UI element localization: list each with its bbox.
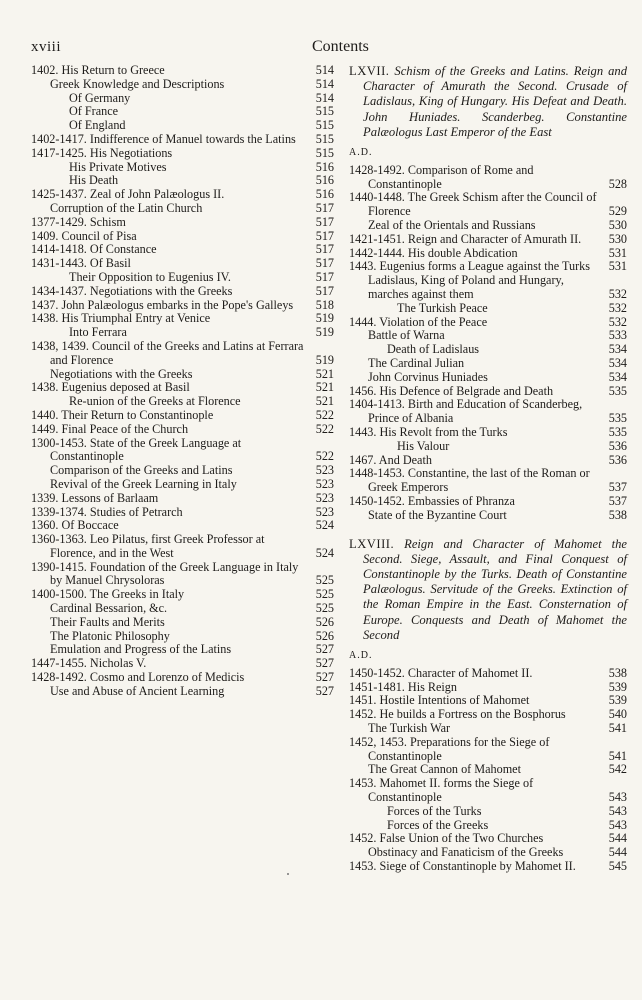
toc-entry (31, 533, 334, 561)
toc-entry-title: 1414-1418. Of Constance (31, 242, 157, 257)
toc-entry-page: 541 (608, 720, 627, 735)
toc-entry-page: 518 (315, 297, 334, 312)
toc-entry-page: 537 (608, 493, 627, 508)
toc-entry (31, 630, 334, 644)
toc-entry-page: 522 (315, 407, 334, 422)
toc-entry-title: Forces of the Turks (387, 803, 482, 818)
toc-entry-title: 1448-1453. Constantine, the last of the Roman or Greek Emperors (349, 466, 590, 495)
toc-entry (349, 302, 627, 316)
toc-entry-page: 538 (608, 507, 627, 522)
toc-entry-page: 514 (315, 63, 334, 77)
toc-entry-page: 523 (315, 476, 334, 491)
toc-entry-title: 1438. His Triumphal Entry at Venice (31, 311, 211, 326)
toc-entry-title: 1443. Eugenius forms a League against the Turks (349, 259, 591, 274)
toc-entry-title: Re-union of the Greeks at Florence (69, 394, 241, 409)
toc-entry-title: 1402. His Return to Greece (31, 63, 165, 77)
toc-entry-page: 524 (315, 518, 334, 533)
toc-entry (31, 464, 334, 478)
toc-entry (349, 777, 627, 805)
chapter-heading-68 (349, 537, 627, 643)
toc-entry (31, 230, 334, 244)
toc-entry (349, 708, 627, 722)
toc-entry-title: 1453. Mahomet II. forms the Siege of Constantinople (349, 776, 534, 804)
toc-entry (31, 423, 334, 437)
toc-entry-page: 528 (608, 176, 627, 191)
toc-entry-page: 524 (315, 545, 334, 560)
toc-entry-page: 523 (315, 463, 334, 478)
toc-entry-title: 1404-1413. Birth and Education of Scanderbeg, Prince of Albania (349, 397, 583, 426)
toc-entry-title: 1453. Siege of Constantinople by Mahomet II. (349, 858, 576, 873)
toc-entry (349, 819, 627, 833)
toc-entry-page: 539 (608, 693, 627, 708)
toc-entry-title: 1443. His Revolt from the Turks (349, 424, 508, 439)
toc-entry-title: 1409. Council of Pisa (31, 228, 137, 243)
toc-entry (31, 257, 334, 271)
toc-entry (31, 506, 334, 520)
toc-entry (349, 219, 627, 233)
toc-entry-title: 1447-1455. Nicholas V. (31, 656, 147, 671)
toc-entry-page: 543 (608, 789, 627, 804)
toc-entry-title: 1438, 1439. Council of the Greeks and Latins at Ferrara and Florence (31, 338, 304, 367)
left-column (31, 64, 334, 699)
toc-entry-page: 530 (608, 218, 627, 232)
toc-entry-page: 532 (608, 314, 627, 329)
toc-entry (31, 478, 334, 492)
toc-entry (31, 174, 334, 188)
toc-entry-page: 517 (315, 269, 334, 284)
toc-entry (31, 78, 334, 92)
toc-entry-page: 522 (315, 449, 334, 464)
toc-entry-page: 534 (608, 369, 627, 384)
toc-entry-page: 521 (315, 366, 334, 381)
toc-entry (31, 119, 334, 133)
toc-entry (349, 681, 627, 695)
toc-entry-page: 517 (315, 200, 334, 215)
toc-entry (31, 133, 334, 147)
toc-entry-title: 1452, 1453. Preparations for the Siege of Constantinople (349, 734, 550, 763)
toc-entry (31, 437, 334, 465)
toc-entry-page: 515 (315, 145, 334, 160)
toc-entry-page: 534 (608, 342, 627, 357)
toc-entry-page: 519 (315, 325, 334, 340)
toc-entry-title: 1449. Final Peace of the Church (31, 421, 189, 436)
toc-entry-title: 1339-1374. Studies of Petrarch (31, 504, 183, 519)
toc-entry-page: 523 (315, 504, 334, 519)
toc-entry-page: 535 (608, 424, 627, 439)
toc-entry-page: 525 (315, 601, 334, 616)
toc-entry-title: Death of Ladislaus (387, 342, 480, 357)
toc-entry (31, 561, 334, 589)
toc-entry-page: 516 (315, 159, 334, 174)
toc-entry-page: 522 (315, 421, 334, 436)
chapter-68-entries (349, 667, 627, 874)
toc-entry-title: 1467. And Death (349, 452, 432, 467)
toc-entry-title: Greek Knowledge and Descriptions (50, 76, 225, 91)
toc-entry-title: 1300-1453. State of the Greek Language at Constantinople (31, 435, 242, 464)
toc-entry (349, 467, 627, 495)
toc-entry (31, 299, 334, 313)
toc-entry-title: 1437. John Palæologus embarks in the Pope's Galleys (31, 297, 294, 312)
toc-entry (349, 260, 627, 274)
toc-entry-page: 514 (315, 90, 334, 105)
toc-entry-page: 527 (315, 683, 334, 698)
toc-entry-page: 516 (315, 187, 334, 202)
toc-entry-page: 516 (315, 173, 334, 188)
toc-entry (31, 105, 334, 119)
toc-entry (349, 274, 627, 302)
toc-entry-title: 1402-1417. Indifference of Manuel towards the Latins (31, 131, 296, 146)
toc-entry-title: Their Faults and Merits (50, 614, 165, 629)
toc-entry (349, 667, 627, 681)
toc-entry (31, 519, 334, 533)
toc-entry-page: 517 (315, 283, 334, 298)
toc-entry-page: 521 (315, 394, 334, 409)
toc-entry-title: Revival of the Greek Learning in Italy (50, 476, 237, 491)
chapter-title: Reign and Character of Mahomet the Second. Siege, Assault, and Final Conquest of Constantinople by the Turks. Death of Constantine Palæologus. Servitude of the Greeks. Extinction of the Roman Empire in the East. Consternation of Europe. Conquests and Death of Mahomet the Second (363, 536, 627, 642)
chapter-heading-67 (349, 64, 627, 140)
toc-entry-title: Battle of Warna (368, 328, 445, 343)
running-head: Contents (312, 38, 369, 55)
toc-entry (349, 694, 627, 708)
toc-entry (349, 722, 627, 736)
toc-entry-title: The Cardinal Julian (368, 355, 465, 370)
toc-entry (31, 602, 334, 616)
toc-entry-title: 1360. Of Boccace (31, 518, 119, 533)
toc-entry (349, 398, 627, 426)
toc-entry-title: Their Opposition to Eugenius IV. (69, 269, 231, 284)
toc-entry (349, 426, 627, 440)
toc-entry-page: 545 (608, 858, 627, 873)
toc-entry (31, 92, 334, 106)
toc-entry-page: 517 (315, 242, 334, 257)
ad-label: A.D. (349, 649, 373, 661)
toc-entry-page: 543 (608, 817, 627, 832)
toc-entry (31, 368, 334, 382)
toc-entry-title: His Death (69, 173, 119, 188)
toc-entry (349, 247, 627, 261)
toc-entry-title: Comparison of the Greeks and Latins (50, 463, 233, 478)
toc-entry (349, 846, 627, 860)
toc-entry-page: 527 (315, 642, 334, 657)
toc-entry-page: 536 (608, 452, 627, 467)
toc-entry-page: 530 (608, 231, 627, 246)
toc-entry (31, 657, 334, 671)
toc-entry (31, 216, 334, 230)
toc-entry (349, 357, 627, 371)
toc-entry-page: 537 (608, 480, 627, 495)
toc-entry-page: 517 (315, 228, 334, 243)
toc-entry (31, 188, 334, 202)
toc-entry (349, 329, 627, 343)
toc-entry (31, 381, 334, 395)
printer-speck (287, 873, 289, 875)
chapter-numeral: LXVII. (349, 64, 390, 78)
toc-entry-title: 1456. His Defence of Belgrade and Death (349, 383, 554, 398)
toc-entry (31, 147, 334, 161)
toc-entry-title: 1377-1429. Schism (31, 214, 126, 229)
toc-entry-title: 1452. False Union of the Two Churches (349, 831, 544, 846)
toc-entry-title: Into Ferrara (69, 325, 127, 340)
toc-entry-title: The Great Cannon of Mahomet (368, 762, 521, 777)
toc-entry-title: 1450-1452. Embassies of Phranza (349, 493, 515, 508)
toc-entry (349, 509, 627, 523)
toc-entry (31, 243, 334, 257)
toc-entry-title: 1360-1363. Leo Pilatus, first Greek Professor at Florence, and in the West (31, 532, 265, 560)
toc-entry-page: 539 (608, 679, 627, 694)
toc-entry (31, 340, 334, 368)
toc-entry-title: 1434-1437. Negotiations with the Greeks (31, 283, 233, 298)
toc-entry-title: Forces of the Greeks (387, 817, 489, 832)
toc-entry-title: 1428-1492. Cosmo and Lorenzo of Medicis (31, 670, 245, 685)
toc-entry (31, 161, 334, 175)
toc-entry-title: The Platonic Philosophy (50, 628, 170, 643)
toc-entry-page: 536 (608, 438, 627, 453)
toc-entry-page: 538 (608, 665, 627, 680)
right-column (349, 64, 627, 874)
toc-entry-page: 531 (608, 245, 627, 260)
toc-entry (349, 385, 627, 399)
toc-entry-title: Cardinal Bessarion, &c. (50, 601, 168, 616)
toc-entry-page: 527 (315, 670, 334, 685)
toc-entry (31, 492, 334, 506)
toc-entry-page: 541 (608, 748, 627, 763)
toc-entry-page: 515 (315, 104, 334, 119)
toc-entry-title: The Turkish War (368, 720, 451, 735)
toc-entry-title: Corruption of the Latin Church (50, 200, 203, 215)
toc-entry (31, 616, 334, 630)
toc-entry (349, 495, 627, 509)
toc-entry (31, 312, 334, 326)
toc-entry-title: 1442-1444. His double Abdication (349, 245, 518, 260)
toc-entry-page: 526 (315, 628, 334, 643)
toc-entry-title: 1400-1500. The Greeks in Italy (31, 587, 185, 602)
toc-entry (31, 64, 334, 78)
toc-entry (349, 371, 627, 385)
toc-entry-title: 1438. Eugenius deposed at Basil (31, 380, 190, 395)
toc-entry-page: 544 (608, 831, 627, 846)
toc-entry (349, 763, 627, 777)
toc-entry (349, 832, 627, 846)
toc-entry-title: Of Germany (69, 90, 131, 105)
toc-entry-title: John Corvinus Huniades (368, 369, 488, 384)
toc-entry (349, 454, 627, 468)
toc-entry (349, 440, 627, 454)
toc-entry-page: 519 (315, 352, 334, 367)
toc-entry-page: 543 (608, 803, 627, 818)
toc-entry-page: 525 (315, 587, 334, 602)
toc-entry-title: 1425-1437. Zeal of John Palæologus II. (31, 187, 225, 202)
toc-entry-page: 519 (315, 311, 334, 326)
toc-entry-title: 1440. Their Return to Constantinople (31, 407, 214, 422)
toc-entry-page: 540 (608, 707, 627, 722)
toc-entry-title: 1444. Violation of the Peace (349, 314, 488, 329)
toc-entry-page: 531 (608, 259, 627, 274)
toc-entry-title: Zeal of the Orientals and Russians (368, 218, 536, 232)
toc-entry-page: 534 (608, 355, 627, 370)
toc-entry-page: 535 (608, 383, 627, 398)
toc-entry-title: Emulation and Progress of the Latins (50, 642, 232, 657)
toc-entry-title: 1339. Lessons of Barlaam (31, 490, 159, 505)
toc-entry-page: 533 (608, 328, 627, 343)
toc-entry (349, 736, 627, 764)
toc-entry-title: 1390-1415. Foundation of the Greek Language in Italy by Manuel Chrysoloras (31, 559, 299, 588)
toc-entry-title: His Valour (397, 438, 450, 453)
toc-entry-page: 517 (315, 214, 334, 229)
toc-entry (31, 671, 334, 685)
toc-entry (31, 285, 334, 299)
toc-entry-page: 527 (315, 656, 334, 671)
toc-entry (349, 164, 627, 192)
toc-entry-title: His Private Motives (69, 159, 167, 174)
toc-entry-title: Obstinacy and Fanaticism of the Greeks (368, 845, 564, 860)
toc-entry (31, 409, 334, 423)
toc-entry-title: Negotiations with the Greeks (50, 366, 193, 381)
toc-entry-title: 1421-1451. Reign and Character of Amurath II. (349, 231, 582, 246)
toc-entry (31, 395, 334, 409)
toc-entry (349, 316, 627, 330)
toc-entry-title: 1451. Hostile Intentions of Mahomet (349, 693, 530, 708)
toc-entry (31, 643, 334, 657)
toc-entry-page: 515 (315, 131, 334, 146)
toc-entry-page: 514 (315, 76, 334, 91)
ad-label: A.D. (349, 147, 373, 159)
toc-entry-page: 523 (315, 490, 334, 505)
toc-entry-title: State of the Byzantine Court (368, 507, 507, 522)
toc-entry (349, 805, 627, 819)
toc-entry (31, 326, 334, 340)
toc-entry-title: 1417-1425. His Negotiations (31, 145, 173, 160)
toc-entry-page: 525 (315, 573, 334, 588)
toc-entry (349, 191, 627, 219)
toc-entry-page: 521 (315, 380, 334, 395)
toc-entry-title: 1451-1481. His Reign (349, 679, 457, 694)
chapter-numeral: LXVIII. (349, 536, 395, 551)
toc-entry-title: 1450-1452. Character of Mahomet II. (349, 665, 533, 680)
toc-entry-page: 515 (315, 118, 334, 133)
toc-entry-title: Use and Abuse of Ancient Learning (50, 683, 225, 698)
toc-entry (349, 233, 627, 247)
toc-entry-page: 542 (608, 762, 627, 777)
toc-entry-title: 1440-1448. The Greek Schism after the Council of Florence (349, 190, 597, 219)
toc-entry (31, 685, 334, 699)
toc-entry-title: 1431-1443. Of Basil (31, 256, 131, 271)
toc-entry (349, 860, 627, 874)
toc-entry-page: 529 (608, 204, 627, 219)
toc-entry-title: Ladislaus, King of Poland and Hungary, marches against them (368, 273, 564, 301)
toc-entry (31, 271, 334, 285)
chapter-title: Schism of the Greeks and Latins. Reign and Character of Amurath the Second. Crusade of Ladislaus, King of Hungary. His Defeat and Death. John Huniades. Scanderbeg. Constantine Palæologus Last Emperor of the East (363, 64, 627, 139)
toc-entry (31, 588, 334, 602)
toc-entry-page: 532 (608, 300, 627, 315)
page-number: xviii (31, 39, 62, 55)
toc-entry-title: The Turkish Peace (397, 300, 488, 315)
toc-entry-page: 517 (315, 256, 334, 271)
toc-entry-page: 535 (608, 411, 627, 426)
toc-entry-title: Of England (69, 118, 126, 133)
toc-entry-title: Of France (69, 104, 119, 119)
toc-entry-page: 526 (315, 614, 334, 629)
toc-entry-title: 1452. He builds a Fortress on the Bosphorus (349, 707, 566, 722)
toc-entry-page: 544 (608, 845, 627, 860)
toc-entry-page: 532 (608, 286, 627, 301)
chapter-67-entries (349, 164, 627, 523)
toc-entry (349, 343, 627, 357)
toc-entry (31, 202, 334, 216)
toc-entry-title: 1428-1492. Comparison of Rome and Constantinople (349, 162, 534, 191)
